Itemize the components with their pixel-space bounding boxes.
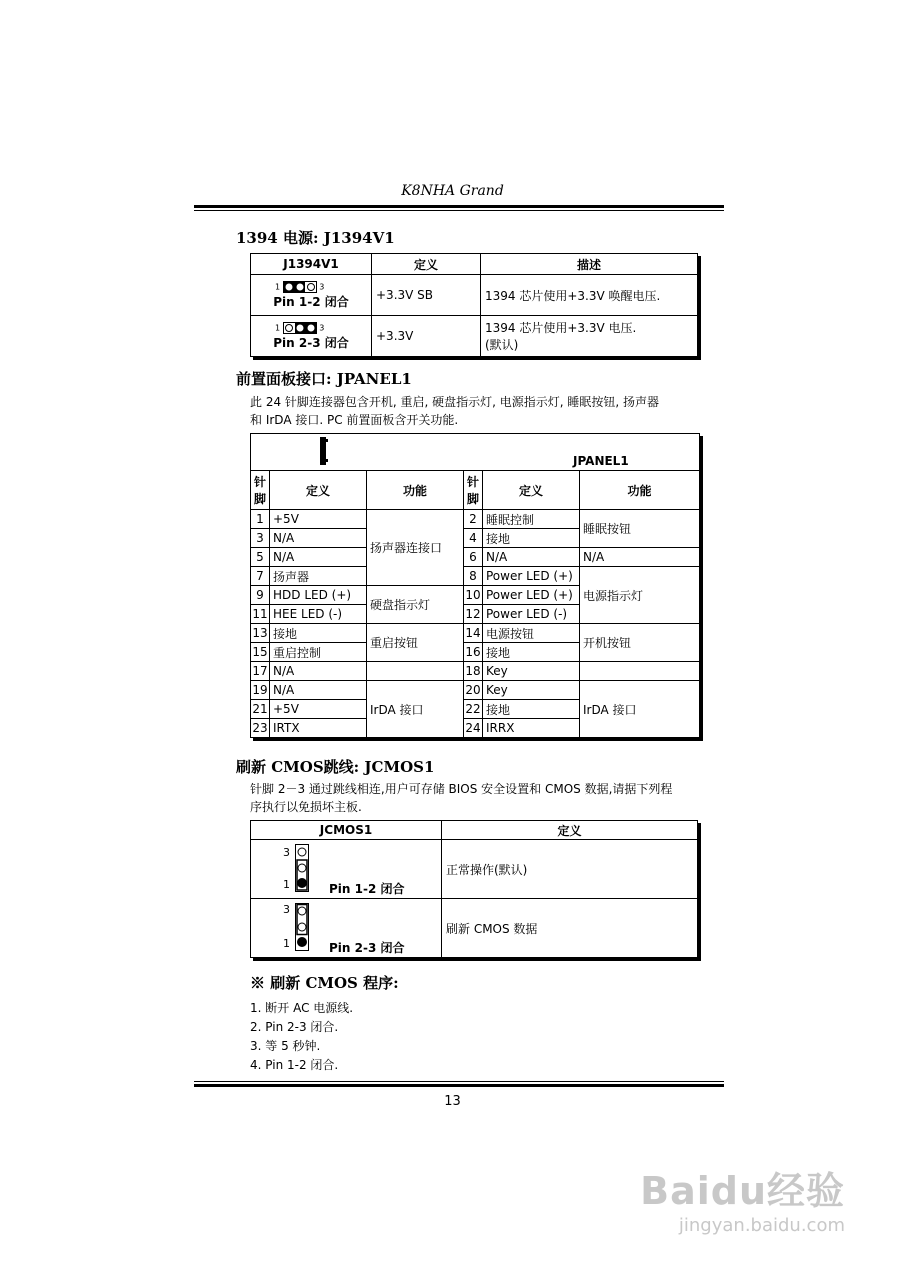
definition-cell: +3.3V <box>372 316 481 357</box>
list-item: 2. Pin 2-3 闭合. <box>250 1020 339 1034</box>
col-pin-left: 针脚 <box>251 471 270 510</box>
jpanel-intro-line2: 和 IrDA 接口. PC 前置面板含开关功能. <box>250 413 459 427</box>
pin-number: 3 <box>319 282 325 291</box>
jumper-2-3-icon <box>295 903 309 951</box>
func-empty <box>367 662 464 681</box>
pin-number: 3 <box>319 323 325 332</box>
jcmos-intro-line2: 序执行以免损坏主板. <box>250 800 362 814</box>
list-item: 4. Pin 1-2 闭合. <box>250 1058 339 1072</box>
jpanel-heading: 前置面板接口: JPANEL1 <box>236 370 412 388</box>
page-header-title: K8NHA Grand <box>401 183 504 199</box>
table-row: 21 +5V 22 接地 <box>251 700 700 719</box>
footer-rule-thin <box>194 1081 724 1082</box>
pin-number: 3 <box>283 846 290 859</box>
pin-number: 1 <box>283 937 290 950</box>
func-irda-right: IrDA 接口 <box>580 681 700 738</box>
watermark-url: jingyan.baidu.com <box>678 1215 845 1236</box>
page-number: 13 <box>444 1094 461 1109</box>
jpanel-intro-line1: 此 24 针脚连接器包含开机, 重启, 硬盘指示灯, 电源指示灯, 睡眠按钮, 扬声器 <box>250 395 660 409</box>
description-cell: 1394 芯片使用+3.3V 唤醒电压. <box>481 275 698 316</box>
table-row: 11 HEE LED (-) 12 Power LED (-) <box>251 605 700 624</box>
jumper-1-2-icon <box>283 281 317 293</box>
watermark-brand: Baidu经验 <box>640 1169 845 1213</box>
j1394-table <box>250 253 698 357</box>
table-row: 17 N/A 18 Key <box>251 662 700 681</box>
definition-cell: +3.3V SB <box>372 275 481 316</box>
col-description: 描述 <box>481 254 698 275</box>
table-row: 9 HDD LED (+) 硬盘指示灯 10 Power LED (+) <box>251 586 700 605</box>
jpanel-label: JPANEL1 <box>573 454 629 468</box>
watermark <box>640 1160 845 1236</box>
func-irda-left: IrDA 接口 <box>367 681 464 738</box>
col-func-right: 功能 <box>580 471 700 510</box>
definition-cell: 刷新 CMOS 数据 <box>442 899 698 958</box>
table-row: 15 重启控制 16 接地 <box>251 643 700 662</box>
func-sleep: 睡眠按钮 <box>580 510 700 548</box>
jcmos-intro-line1: 针脚 2－3 通过跳线相连,用户可存储 BIOS 安全设置和 CMOS 数据,请据下列程 <box>250 782 673 796</box>
footer-rule <box>194 1084 724 1087</box>
table-row: 1 +5V 扬声器连接口 2 睡眠控制 睡眠按钮 <box>251 510 700 529</box>
func-speaker: 扬声器连接口 <box>367 510 464 586</box>
pin-number: 1 <box>275 282 281 291</box>
col-def-left: 定义 <box>270 471 367 510</box>
procedure-steps <box>250 999 353 1075</box>
description-default: (默认) <box>485 338 519 352</box>
func-power-led: 电源指示灯 <box>580 567 700 624</box>
definition-cell: 正常操作(默认) <box>442 840 698 899</box>
j1394-heading: 1394 电源: J1394V1 <box>236 229 395 247</box>
jpanel-table <box>250 433 700 738</box>
col-def-right: 定义 <box>483 471 580 510</box>
jcmos-heading: 刷新 CMOS跳线: JCMOS1 <box>236 758 435 776</box>
func-reset: 重启按钮 <box>367 624 464 662</box>
func-na: N/A <box>580 548 700 567</box>
pin-setting-label: Pin 1-2 闭合 <box>329 882 405 896</box>
func-power-button: 开机按钮 <box>580 624 700 662</box>
table-row: 13 接地 重启按钮 14 电源按钮 开机按钮 <box>251 624 700 643</box>
jcmos-table <box>250 820 698 958</box>
jumper-1-2-icon <box>295 844 309 892</box>
col-pin-right: 针脚 <box>464 471 483 510</box>
func-empty <box>580 662 700 681</box>
jumper-2-3-icon <box>283 322 317 334</box>
col-func-left: 功能 <box>367 471 464 510</box>
table-row: 7 扬声器 8 Power LED (+) 电源指示灯 <box>251 567 700 586</box>
table-row <box>251 275 698 316</box>
procedure-heading: ※ 刷新 CMOS 程序: <box>250 974 399 992</box>
table-row <box>251 840 698 899</box>
pin-setting-label: Pin 2-3 闭合 <box>329 941 405 955</box>
jpanel-connector-icon <box>319 437 329 465</box>
table-row: 5 N/A 6 N/A N/A <box>251 548 700 567</box>
table-row: 19 N/A IrDA 接口 20 Key IrDA 接口 <box>251 681 700 700</box>
col-definition: 定义 <box>442 821 698 840</box>
pin-setting-label: Pin 1-2 闭合 <box>273 294 349 309</box>
func-hdd-led: 硬盘指示灯 <box>367 586 464 624</box>
col-jcmos: JCMOS1 <box>251 821 442 840</box>
table-row <box>251 316 698 357</box>
table-row <box>251 899 698 958</box>
pin-number: 1 <box>283 878 290 891</box>
description-cell: 1394 芯片使用+3.3V 电压. <box>485 321 637 335</box>
header-rule-thin <box>194 210 724 211</box>
list-item: 1. 断开 AC 电源线. <box>250 1001 354 1015</box>
list-item: 3. 等 5 秒钟. <box>250 1039 321 1053</box>
header-rule <box>194 205 724 208</box>
col-definition: 定义 <box>372 254 481 275</box>
table-row: 3 N/A 4 接地 <box>251 529 700 548</box>
table-row: 23 IRTX 24 IRRX <box>251 719 700 738</box>
pin-number: 1 <box>275 323 281 332</box>
col-j1394: J1394V1 <box>251 254 372 275</box>
pin-setting-label: Pin 2-3 闭合 <box>273 335 349 350</box>
pin-number: 3 <box>283 903 290 916</box>
